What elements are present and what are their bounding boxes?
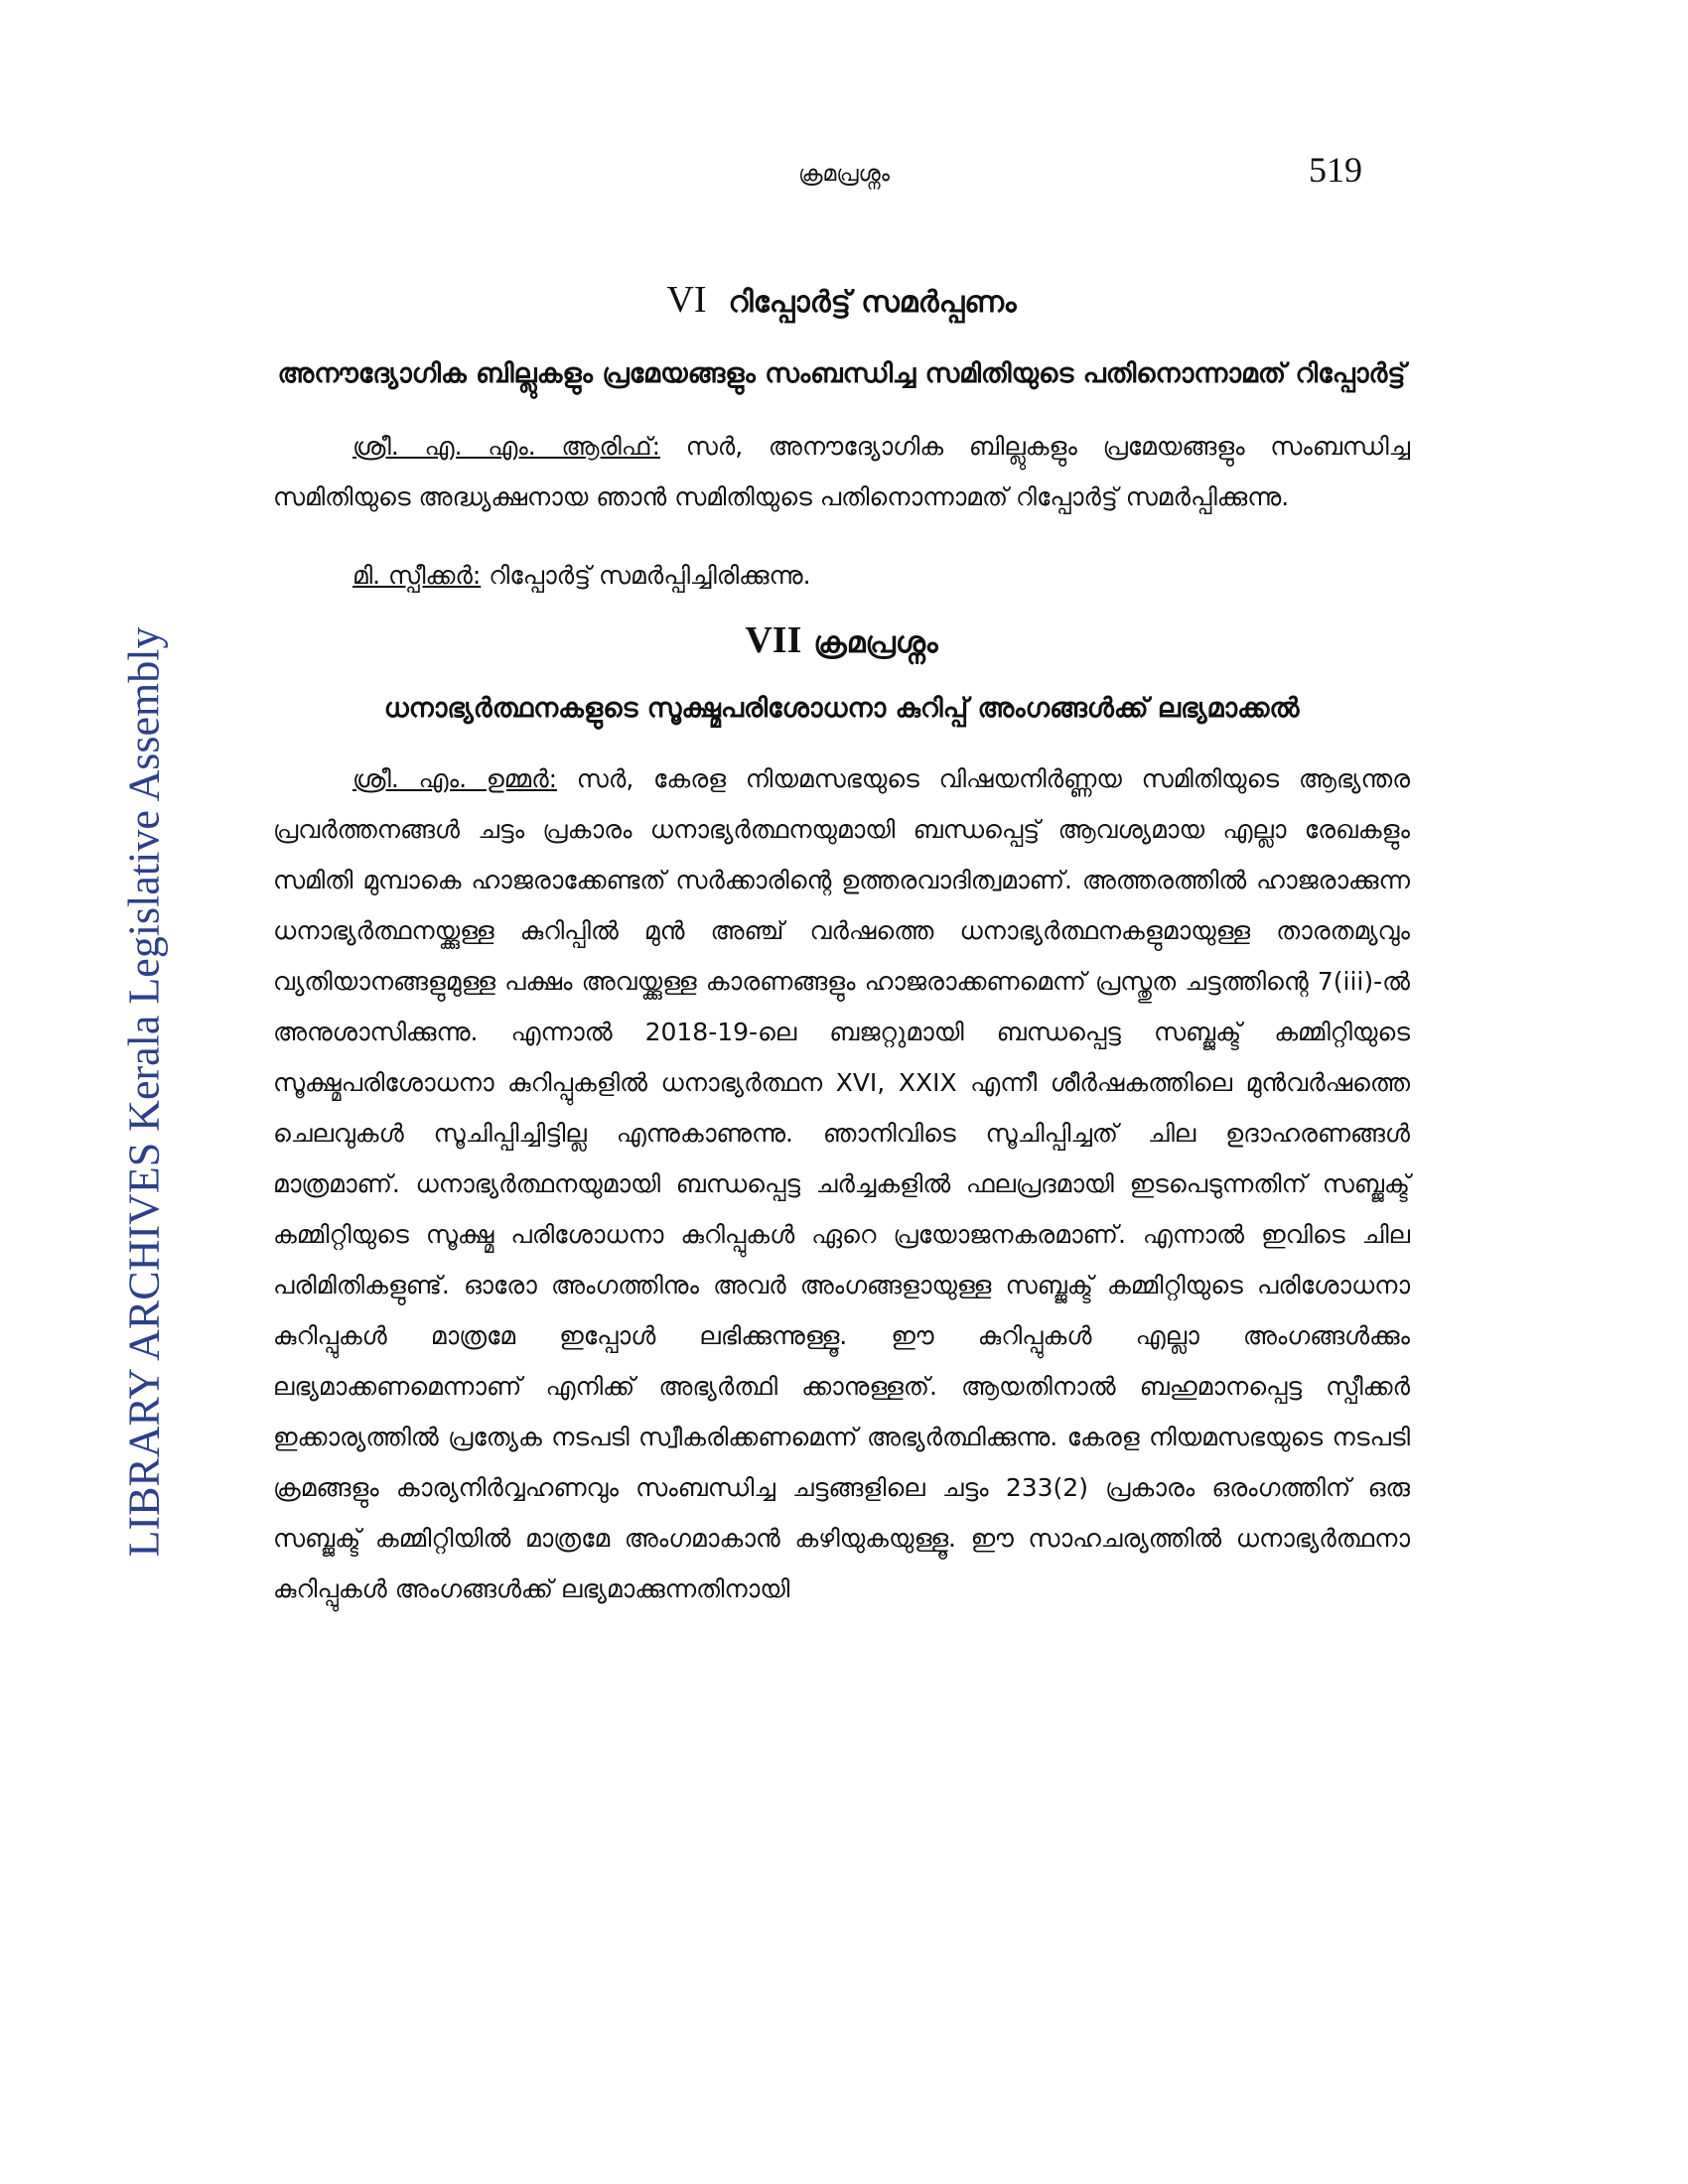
speech-paragraph [273,550,1410,601]
speech-paragraph [273,753,1410,1614]
speech-text: സർ, കേരള നിയമസഭയുടെ വിഷയനിർണ്ണയ സമിതിയുടെ ആഭ്യന്തര പ്രവർത്തനങ്ങൾ ചട്ടം പ്രകാരം ധനാഭ്യർത്ഥനയുമായി ബന്ധപ്പെട്ട് ആവശ്യമായ എല്ലാ രേഖകളും സമിതി മുമ്പാകെ ഹാജരാക്കേണ്ടത് സർക്കാരിന്റെ ഉത്തരവാദിത്വമാണ്. അത്തരത്തിൽ ഹാജരാക്കുന്ന ധനാഭ്യർത്ഥനയ്ക്കുള്ള കുറിപ്പിൽ മുൻ അഞ്ച് വർഷത്തെ ധനാഭ്യർത്ഥനകളുമായുള്ള താരതമ്യവും വ്യതിയാനങ്ങളുമുള്ള പക്ഷം അവയ്ക്കുള്ള കാരണങ്ങളും ഹാജരാക്കണമെന്ന് പ്രസ്തുത ചട്ടത്തിന്റെ 7(iii)-ൽ അനുശാസിക്കുന്നു. എന്നാൽ 2018-19-ലെ ബജറ്റുമായി ബന്ധപ്പെട്ട സബ്ജക്ട് കമ്മിറ്റിയുടെ സൂക്ഷ്മപരിശോധനാ കുറിപ്പുകളിൽ ധനാഭ്യർത്ഥന XVI, XXIX എന്നീ ശീർഷകത്തിലെ മുൻവർഷത്തെ ചെലവുകൾ സൂചിപ്പിച്ചിട്ടില്ല എന്നുകാണുന്നു. ഞാനിവിടെ സൂചിപ്പിച്ചത് ചില ഉദാഹരണങ്ങൾ മാത്രമാണ്. ധനാഭ്യർത്ഥനയുമായി ബന്ധപ്പെട്ട ചർച്ചകളിൽ ഫലപ്രദമായി ഇടപെടുന്നതിന് സബ്ജക്ട് കമ്മിറ്റിയുടെ സൂക്ഷ്മ പരിശോധനാ കുറിപ്പുകൾ ഏറെ പ്രയോജനകരമാണ്. എന്നാൽ ഇവിടെ ചില പരിമിതികളുണ്ട്. ഓരോ അംഗത്തിനും അവർ അംഗങ്ങളായുള്ള സബ്ജക്ട് കമ്മിറ്റിയുടെ പരിശോധനാ കുറിപ്പുകൾ മാത്രമേ ഇപ്പോൾ ലഭിക്കുന്നുള്ളൂ. ഈ കുറിപ്പുകൾ എല്ലാ അംഗങ്ങൾക്കും ലഭ്യമാക്കണമെന്നാണ് എനിക്ക് അഭ്യർത്ഥി ക്കാനുള്ളത്. ആയതിനാൽ ബഹുമാനപ്പെട്ട സ്പീക്കർ ഇക്കാര്യത്തിൽ പ്രത്യേക നടപടി സ്വീകരിക്കണമെന്ന് അഭ്യർത്ഥിക്കുന്നു. കേരള നിയമസഭയുടെ നടപടി ക്രമങ്ങളും കാര്യനിർവ്വഹണവും സംബന്ധിച്ച ചട്ടങ്ങളിലെ ചട്ടം 233(2) പ്രകാരം ഒരംഗത്തിന് ഒരു സബ്ജക്ട് കമ്മിറ്റിയിൽ മാത്രമേ അംഗമാകാൻ കഴിയുകയുള്ളൂ. ഈ സാഹചര്യത്തിൽ ധനാഭ്യർത്ഥനാ കുറിപ്പുകൾ അംഗങ്ങൾക്ക് ലഭ്യമാക്കുന്നതിനായി [273,764,1410,1603]
speaker-name: ശ്രീ. എ. എം. ആരിഫ്: [352,432,661,461]
section-heading [273,618,1410,662]
speech-text: സർ, അനൗദ്യോഗിക ബില്ലുകളും പ്രമേയങ്ങളും സംബന്ധിച്ച സമിതിയുടെ അദ്ധ്യക്ഷനായ ഞാൻ സമിതിയുടെ പതിനൊന്നാമത് റിപ്പോർട്ട് സമർപ്പിക്കുന്നു. [273,432,1410,511]
section-number: VII [745,619,802,661]
library-archives-watermark: LIBRARY ARCHIVES Kerala Legislative Assembly [119,626,169,1558]
section-heading [273,278,1410,322]
page-body [273,278,1410,1614]
section-title: ക്രമപ്രശ്നം [813,625,938,660]
running-head: ക്രമപ്രശ്നം [798,162,890,187]
section-subtitle: അനൗദ്യോഗിക ബില്ലുകളും പ്രമേയങ്ങളും സംബന്ധിച്ച സമിതിയുടെ പതിനൊന്നാമത് റിപ്പോർട്ട് [277,358,1406,389]
speech-paragraph [273,421,1410,522]
speech-text: റിപ്പോർട്ട് സമർപ്പിച്ചിരിക്കുന്നു. [481,561,811,590]
page-number: 519 [1309,150,1362,190]
speaker-name: മി. സ്പീക്കർ: [352,561,482,590]
speaker-name: ശ്രീ. എം. ഉമ്മർ: [352,764,558,793]
section-subtitle: ധനാഭ്യർത്ഥനകളുടെ സൂക്ഷ്മപരിശോധനാ കുറിപ്പ് അംഗങ്ങൾക്ക് ലഭ്യമാക്കൽ [383,693,1300,724]
section-number: VI [666,279,707,321]
section-title: റിപ്പോർട്ട് സമർപ്പണം [728,285,1017,320]
